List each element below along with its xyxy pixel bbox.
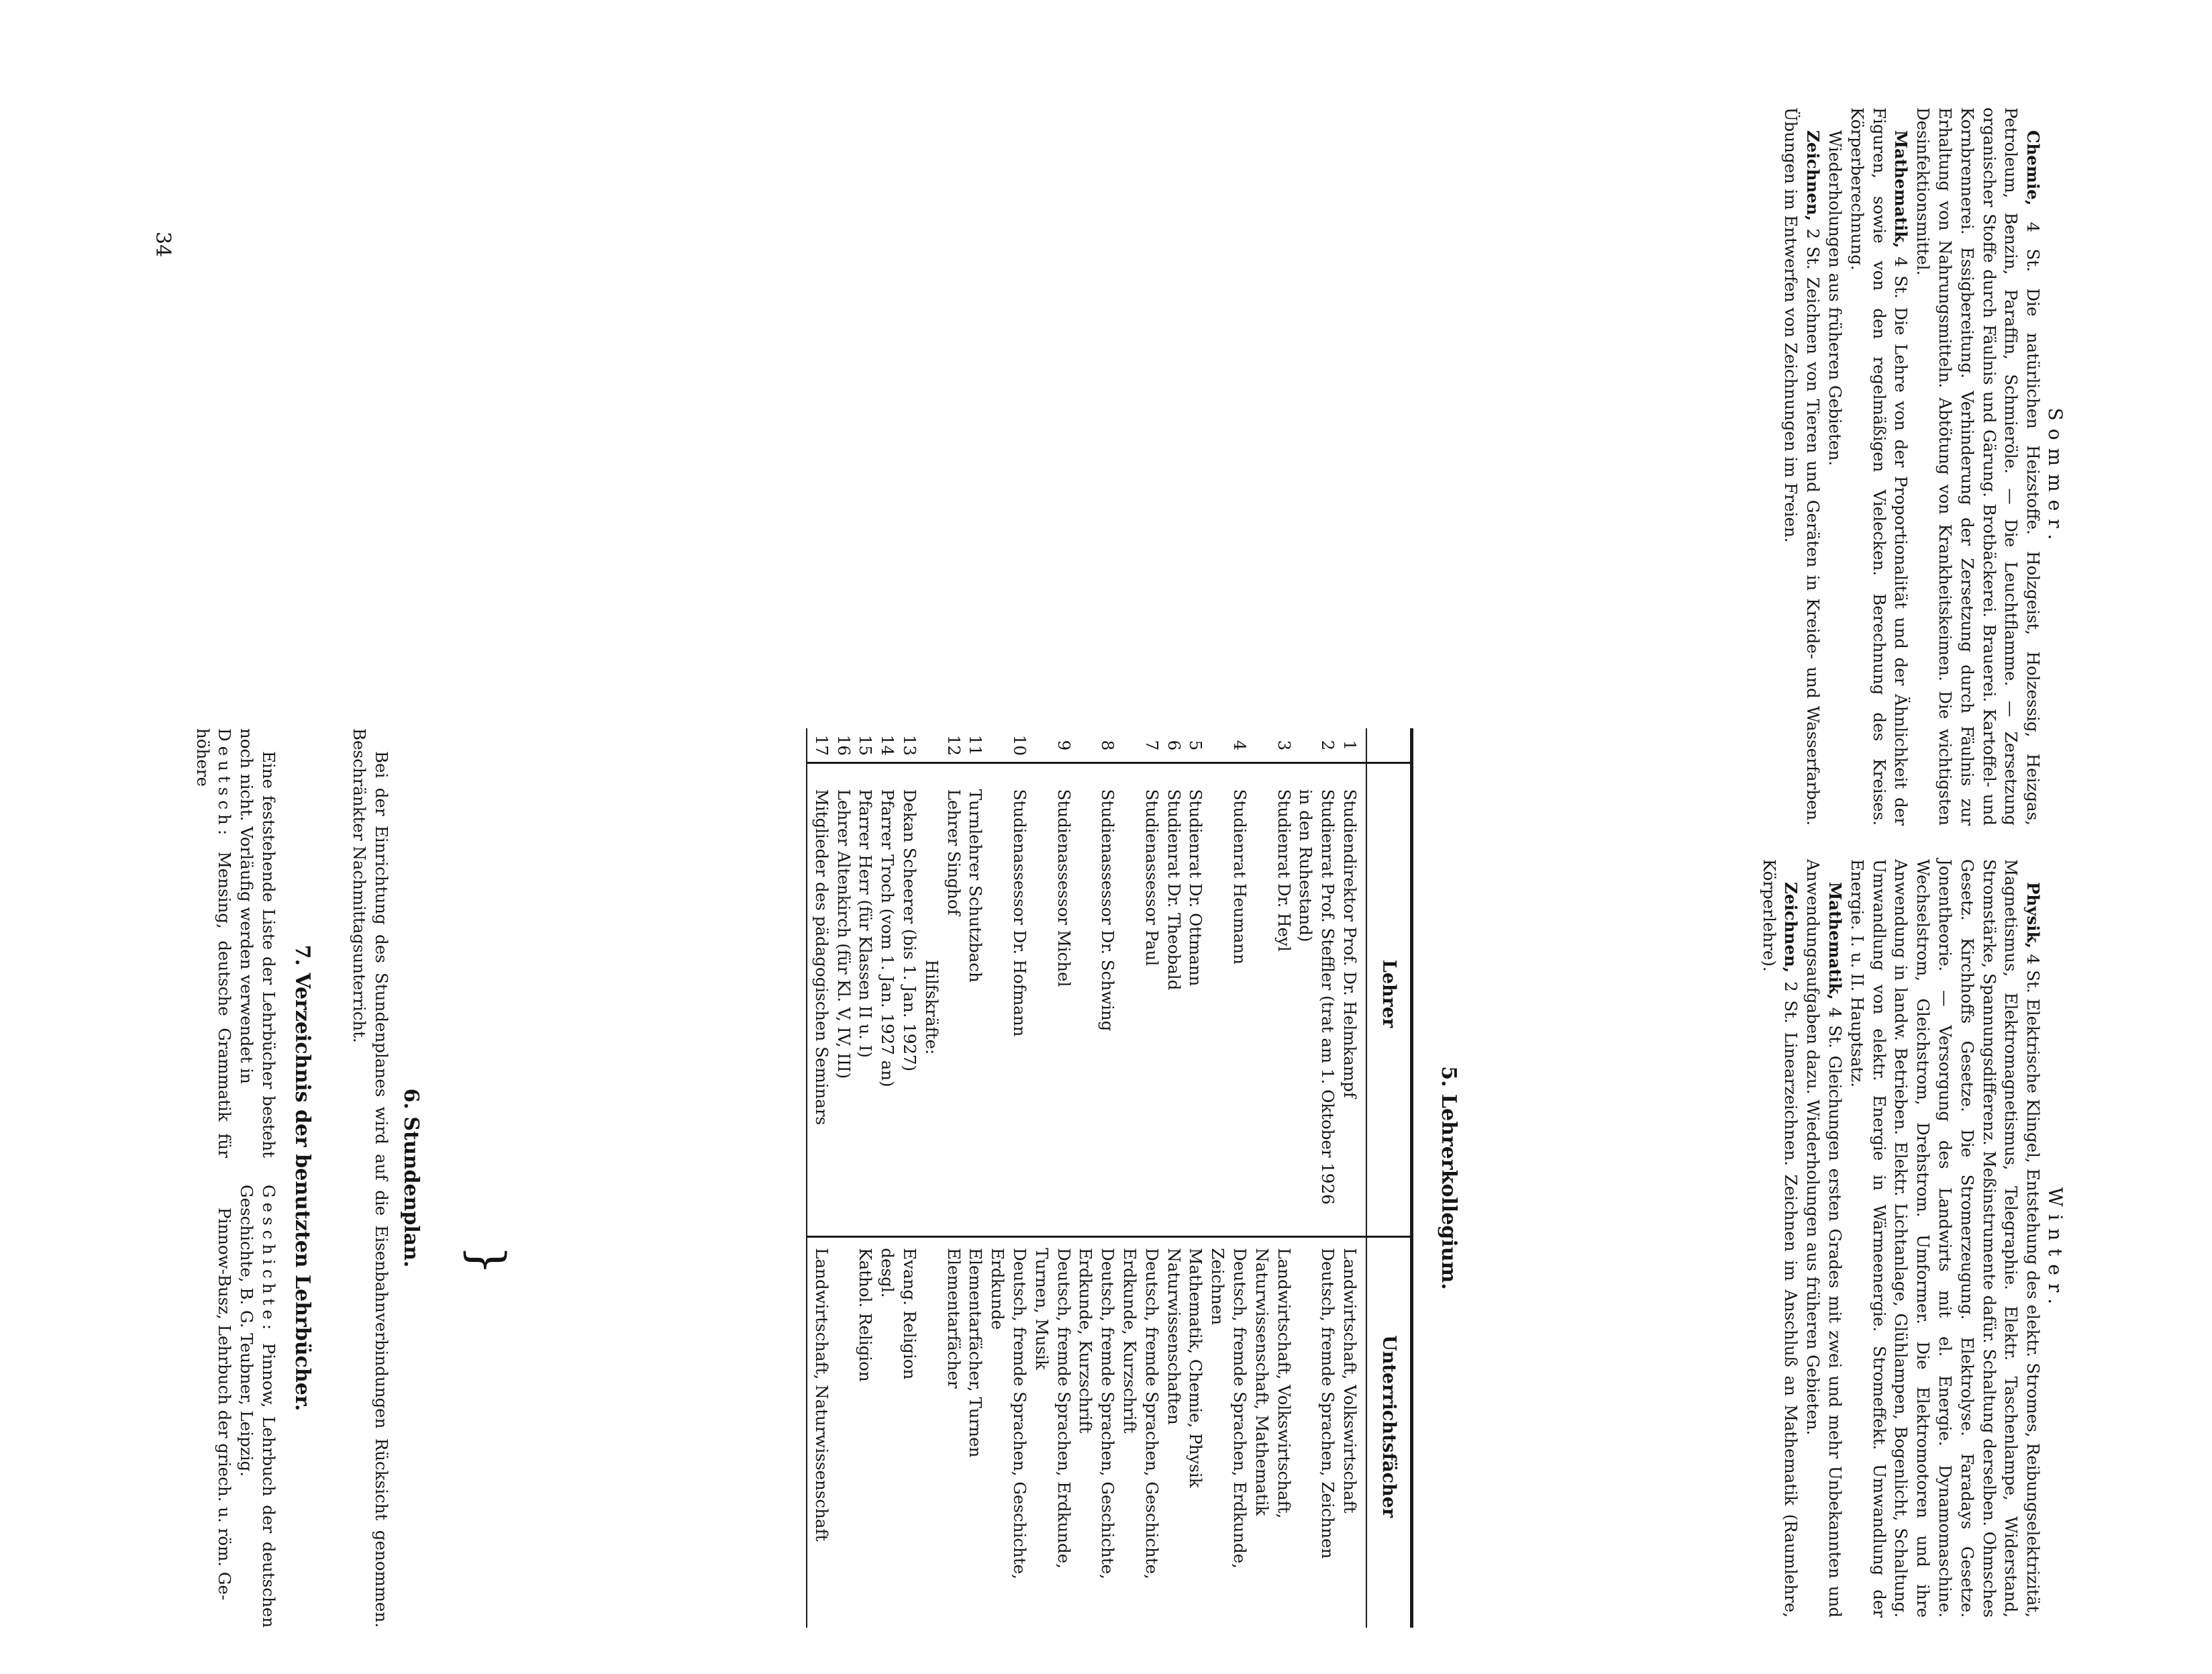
cell-teacher: Studienrat Heumann xyxy=(1230,789,1250,965)
cell-subjects: Kathol. Religion xyxy=(856,1248,876,1382)
sommer-zeichnen xyxy=(1780,107,1824,826)
cell-num: 13 xyxy=(900,734,920,756)
sommer-column xyxy=(1780,107,2066,826)
mathematik-label: Mathematik, xyxy=(1891,130,1911,248)
cell-num: 1 xyxy=(1340,740,1360,751)
helper-rows xyxy=(810,728,920,1628)
cell-teacher: Studiendirektor Prof. Dr. Helmkampf xyxy=(1340,789,1360,1098)
deutsch-label: Deutsch: xyxy=(215,728,235,840)
cell-teacher: Pfarrer Troch (vom 1. Jan. 1927 an) xyxy=(878,789,898,1087)
section6-paragraph: Bei der Einrichtung des Stundenplanes wird auf die Eisenbahnverbindungen Rücksicht genommen. Beschränkter Nachmittagsunterricht. xyxy=(350,728,391,1628)
column-divider-1 xyxy=(807,762,1410,764)
cell-teacher: Lehrer Singhof xyxy=(944,789,964,916)
chemie-text: 4 St. Die natürlichen Heizstoffe. Holzgeist, Holzessig, Heizgas, Petroleum, Benzin, Paraffin, Schmieröle. — Die Leuchtflamme. — Zersetzung organischer Stoffe durch Fäulnis und Gärung. Brotbäckerei. Brauerei. Kartoffel- und Kornbrennerei. Essigbereitung. Verhinderung der Zersetzung durch Fäulnis zur Erhaltung von Nahrungsmitteln. Abtötung von Krankheitskeimen. Die wichtigsten Desinfektionsmittel. xyxy=(1913,107,2044,826)
chemie-label: Chemie, xyxy=(2023,130,2044,206)
cell-teacher: Lehrer Altenkirch (für Kl. V, IV, III) xyxy=(834,789,854,1079)
cell-subjects: Deutsch, fremde Sprachen, Zeichnen xyxy=(1318,1248,1338,1559)
section6-text xyxy=(348,728,392,1628)
physik-label: Physik, xyxy=(2023,882,2044,949)
cell-subjects: Elementarfächer, Turnen xyxy=(966,1248,986,1458)
cell-teacher: Studienassessor Dr. Schwing xyxy=(1098,789,1118,1032)
table-row xyxy=(1250,728,1295,1628)
section7-intro: Eine feststehende Liste der Lehrbücher besteht noch nicht. Vorläufig werden verwendet in xyxy=(237,728,279,1158)
cell-teacher: Turnlehrer Schutzbach xyxy=(966,789,986,983)
section7-left xyxy=(191,728,279,1158)
section6-heading: 6. Stundenplan. xyxy=(399,1088,423,1268)
winter-physik xyxy=(1846,859,2044,1618)
cell-num: 7 xyxy=(1142,740,1162,751)
cell-teacher: Studienrat Dr. Ottmann xyxy=(1186,789,1206,987)
table-row xyxy=(964,728,987,1628)
sommer-wiederholungen: Wiederholungen aus früheren Gebieten. xyxy=(1825,130,1846,466)
table-bottom-rule xyxy=(806,728,807,1628)
cell-num: 3 xyxy=(1274,740,1294,751)
table-row xyxy=(1295,728,1339,1628)
cell-teacher: Mitglieder des pädagogischen Seminars xyxy=(811,789,832,1126)
winter-zeichnen-text: 2 St. Linearzeichnen. Zeichnen im Anschluß an Mathematik (Raumlehre, Körperlehre). xyxy=(1759,859,1801,1618)
section5-heading: 5. Lehrerkollegium. xyxy=(1437,1066,1460,1290)
winter-mathematik-text: 4 St. Gleichungen ersten Grades mit zwei und mehr Unbekannten und Anwendungsaufgaben dazu. Wiederholungen aus früheren Gebieten. xyxy=(1803,859,1846,1618)
cell-subjects: Deutsch, fremde Sprachen, Geschichte, Erdkunde xyxy=(988,1248,1030,1579)
cell-num: 8 xyxy=(1098,740,1118,751)
section7-right xyxy=(213,1185,279,1628)
section7-geschichte xyxy=(235,1185,279,1628)
cell-subjects: Evang. Religion xyxy=(900,1248,920,1380)
cell-subjects: Landwirtschaft, Naturwissenschaft xyxy=(811,1248,832,1542)
brace-symbol: } xyxy=(460,1245,515,1275)
cell-teacher: Studienrat Dr. Heyl xyxy=(1274,789,1294,952)
table-row xyxy=(810,728,832,1628)
geschichte-text: Pinnow, Lehrbuch der deutschen Geschichte, B. G. Teubner, Leipzig. xyxy=(237,1185,279,1628)
cell-teacher: Studienassessor Dr. Hofmann xyxy=(1010,789,1030,1037)
sommer-heading: Sommer. xyxy=(2044,407,2066,548)
cell-num: 15 xyxy=(856,734,876,756)
column-divider-2 xyxy=(807,1236,1410,1238)
cell-num: 17 xyxy=(811,734,832,756)
table-row xyxy=(1162,728,1185,1628)
sommer-chemie xyxy=(1911,107,2044,826)
geschichte-label: Geschichte: xyxy=(259,1185,279,1335)
winter-zeichnen xyxy=(1758,859,1802,1618)
cell-num: 2 xyxy=(1318,740,1338,751)
table-row xyxy=(1338,728,1360,1628)
hilfskraefte-label: Hilfskräfte: xyxy=(921,959,942,1055)
table-top-rule xyxy=(1410,728,1413,1628)
cell-num: 6 xyxy=(1164,740,1184,751)
cell-subjects: Landwirtschaft, Volkswirtschaft xyxy=(1340,1248,1360,1514)
cell-teacher: Pfarrer Herr (für Klassen II u. I) xyxy=(856,789,876,1058)
cell-teacher: Studienrat Prof. Steffler (trat am 1. Oktober 1926 in den Ruhestand) xyxy=(1296,789,1338,1205)
cell-teacher: Studienassessor Michel xyxy=(1054,789,1074,987)
teacher-table xyxy=(460,728,1413,1628)
cell-num: 9 xyxy=(1054,740,1074,751)
cell-num: 14 xyxy=(878,734,898,756)
winter-column xyxy=(1758,859,2066,1618)
table-row xyxy=(832,728,854,1628)
cell-subjects: desgl. xyxy=(878,1248,898,1298)
cell-subjects: Landwirtschaft, Volkswirtschaft, Naturwissenschaft, Mathematik xyxy=(1252,1248,1294,1519)
sommer-mathematik xyxy=(1846,107,1911,826)
table-row xyxy=(1074,728,1119,1628)
cell-num: 12 xyxy=(944,734,964,756)
table-row xyxy=(1185,728,1207,1628)
table-row xyxy=(942,728,964,1628)
section7-deutsch xyxy=(191,728,236,1158)
mathematik-text: 4 St. Die Lehre von der Proportionalität und der Ähnlichkeit der Figuren, sowie von den regelmäßigen Vielecken. Berechnung des Kreises. Körperberechnung. xyxy=(1847,107,1911,826)
table-row xyxy=(1206,728,1250,1628)
table-row xyxy=(854,728,876,1628)
cell-num: 10 xyxy=(1010,734,1030,756)
winter-mathematik-label: Mathematik, xyxy=(1825,882,1846,1000)
cell-teacher: Studienassessor Paul xyxy=(1142,789,1162,967)
cell-teacher: Studienrat Dr. Theobald xyxy=(1164,789,1184,991)
cell-subjects: Deutsch, fremde Sprachen, Geschichte, Erdkunde, Kurzschrift xyxy=(1076,1248,1118,1579)
cell-subjects: Deutsch, fremde Sprachen, Erdkunde, Turnen, Musik xyxy=(1032,1248,1074,1569)
cell-subjects: Mathematik, Chemie, Physik xyxy=(1186,1248,1206,1488)
hilfskraefte-row xyxy=(920,728,942,1628)
section7-heading: 7. Verzeichnis der benutzten Lehrbücher. xyxy=(291,944,314,1412)
cell-num: 16 xyxy=(834,734,854,756)
header-rule xyxy=(1366,728,1367,1628)
cell-num: 5 xyxy=(1186,740,1206,751)
deutsch-text: Mensing, deutsche Grammatik für höhere xyxy=(193,728,235,1158)
table-row xyxy=(1030,728,1074,1628)
header-subjects: Unterrichtsfächer xyxy=(1378,1335,1400,1518)
cell-num: 11 xyxy=(966,734,986,756)
zeichnen-text: 2 St. Zeichnen von Tieren und Geräten in Kreide- und Wasserfarben. Übungen im Entwerfen von Zeichnungen im Freien. xyxy=(1781,107,1823,826)
table-header xyxy=(1367,728,1410,1628)
section7-pinnow: Pinnow-Busz, Lehrbuch der griech. u. röm. Ge- xyxy=(215,1208,235,1601)
winter-heading: Winter. xyxy=(2044,1187,2066,1313)
header-teacher: Lehrer xyxy=(1378,959,1400,1028)
physik-text: 4 St. Elektrische Klingel, Entstehung des elektr. Stromes, Reibungselektrizität, Magnetismus, Elektromagnetismus, Telegraphie. Elektr. Taschenlampe, Widerstand, Stromstärke, Spannungsdifferenz. Meßinstrumente dafür. Schaltung derselben. Ohmsches Gesetz. Kirchhoffs Gesetze. Die Stromerzeugung. Elektrolyse. Faradays Gesetze. Jonentheorie. — Versorgung des Landwirts mit el. Energie. Dynamomaschine. Wechselstrom, Gleichstrom, Drehstrom. Umformer. Die Elektromotoren und ihre Anwendung in landw. Betrieben. Elektr. Lichtanlage, Glühlampen, Bogenlicht, Schaltung. Umwandlung von elektr. Energie in Wärmeenergie. Stromeffekt. Umwandlung der Energie. I. u. II. Hauptsatz. xyxy=(1847,859,2044,1618)
cell-subjects: Deutsch, fremde Sprachen, Geschichte, Erdkunde, Kurzschrift xyxy=(1120,1248,1162,1579)
table-row xyxy=(876,728,898,1628)
table-body xyxy=(460,728,1410,1628)
cell-num: 4 xyxy=(1230,740,1250,751)
cell-teacher: Dekan Scheerer (bis 1. Jan. 1927) xyxy=(900,789,920,1072)
teacher-rows xyxy=(942,728,1366,1628)
cell-subjects: Naturwissenschaften xyxy=(1164,1248,1184,1425)
table-row xyxy=(898,728,920,1628)
table-row xyxy=(986,728,1030,1628)
table-row xyxy=(1118,728,1162,1628)
cell-subjects: Deutsch, fremde Sprachen, Erdkunde, Zeichnen xyxy=(1208,1248,1250,1569)
winter-mathematik xyxy=(1801,859,1846,1618)
page-number: 34 xyxy=(151,232,174,258)
zeichnen-label: Zeichnen, xyxy=(1803,130,1823,221)
winter-zeichnen-label: Zeichnen, xyxy=(1781,882,1801,973)
cell-subjects: Elementarfächer xyxy=(944,1248,964,1389)
